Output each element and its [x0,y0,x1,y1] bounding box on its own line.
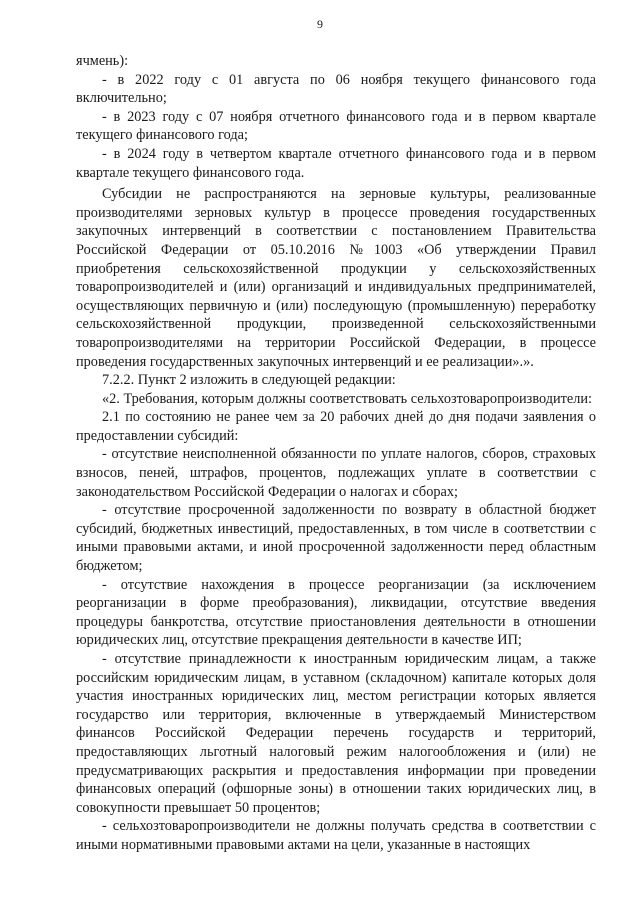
paragraph-list-item-2022: - в 2022 году с 01 августа по 06 ноября текущего финансового года включительно; [76,71,596,107]
paragraph-no-other-funds: - сельхозтоваропроизводители не должны получать средства в соответствии с иными нормативными правовыми актами на цели, указанные в настоящих [76,818,596,853]
paragraph-no-reorganization: - отсутствие нахождения в процессе реорганизации (за исключением реорганизации в форме преобразования), ликвидации, отсутствие введения процедуры банкротства, отсутствие приостановления деятельности в отношении юридических лиц, отсутствие прекращения деятельности в качестве ИП; [76,576,596,649]
document-body [76,52,596,855]
paragraph-clause-7-2-2: 7.2.2. Пункт 2 изложить в следующей редакции: [102,372,396,389]
paragraph-list-item-2023: - в 2023 году с 07 ноября отчетного финансового года и в первом квартале текущего финансового года; [76,108,596,144]
paragraph-no-tax-debt: - отсутствие неисполненной обязанности по уплате налогов, сборов, страховых взносов, пеней, штрафов, процентов, подлежащих уплате в соответствии с законодательством Российской Федерации о налогах и сборах; [76,446,596,500]
paragraph-continuation: ячмень): [76,53,129,69]
paragraph-list-item-2024: - в 2024 году в четвертом квартале отчетного финансового года и в первом квартале текущего финансового года. [76,145,596,181]
page-number: 9 [317,17,323,31]
paragraph-requirements-heading: «2. Требования, которым должны соответствовать сельхозтоваропроизводители: [102,390,592,407]
paragraph-requirement-2-1: 2.1 по состоянию не ранее чем за 20 рабочих дней до дня подачи заявления о предоставлении субсидий: [76,409,596,444]
paragraph-no-budget-debt: - отсутствие просроченной задолженности по возврату в областной бюджет субсидий, бюджетных инвестиций, предоставленных, в том числе в соответствии с иными правовыми актами, и иной просроченной задолженности перед областным бюджетом; [76,502,596,575]
paragraph-subsidy-exclusion: Субсидии не распространяются на зерновые культуры, реализованные производителями зерновых культур в процессе проведения государственных закупочных интервенций в соответствии с постановлением Правительства Российской Федерации от 05.10.2016 №1003 «Об утверждении Правил приобретения сельскохозяйственной продукции у сельскохозяйственных товаропроизводителей и (или) организаций и индивидуальных предпринимателей, осуществляющих первичную и (или) последующую (промышленную) переработку сельскохозяйственной продукции, произведенной сельскохозяйственными товаропроизводителями на территории Российской Федерации, в процессе проведения государственных закупочных интервенций и ее реализации».». [76,186,596,370]
paragraph-no-foreign-ownership: - отсутствие принадлежности к иностранным юридическим лицам, а также российским юридическим лицам, в уставном (складочном) капитале которых доля участия иностранных юридических лиц, местом регистрации которых является государство или территория, включенные в утверждаемый Министерством финансов Российской Федерации перечень государств и территорий, предоставляющих льготный налоговый режим налогообложения и (или) не предусматривающих раскрытия и предоставления информации при проведении финансовых операций (офшорные зоны) в отношении таких юридических лиц, в совокупности превышает 50 процентов; [76,651,596,816]
